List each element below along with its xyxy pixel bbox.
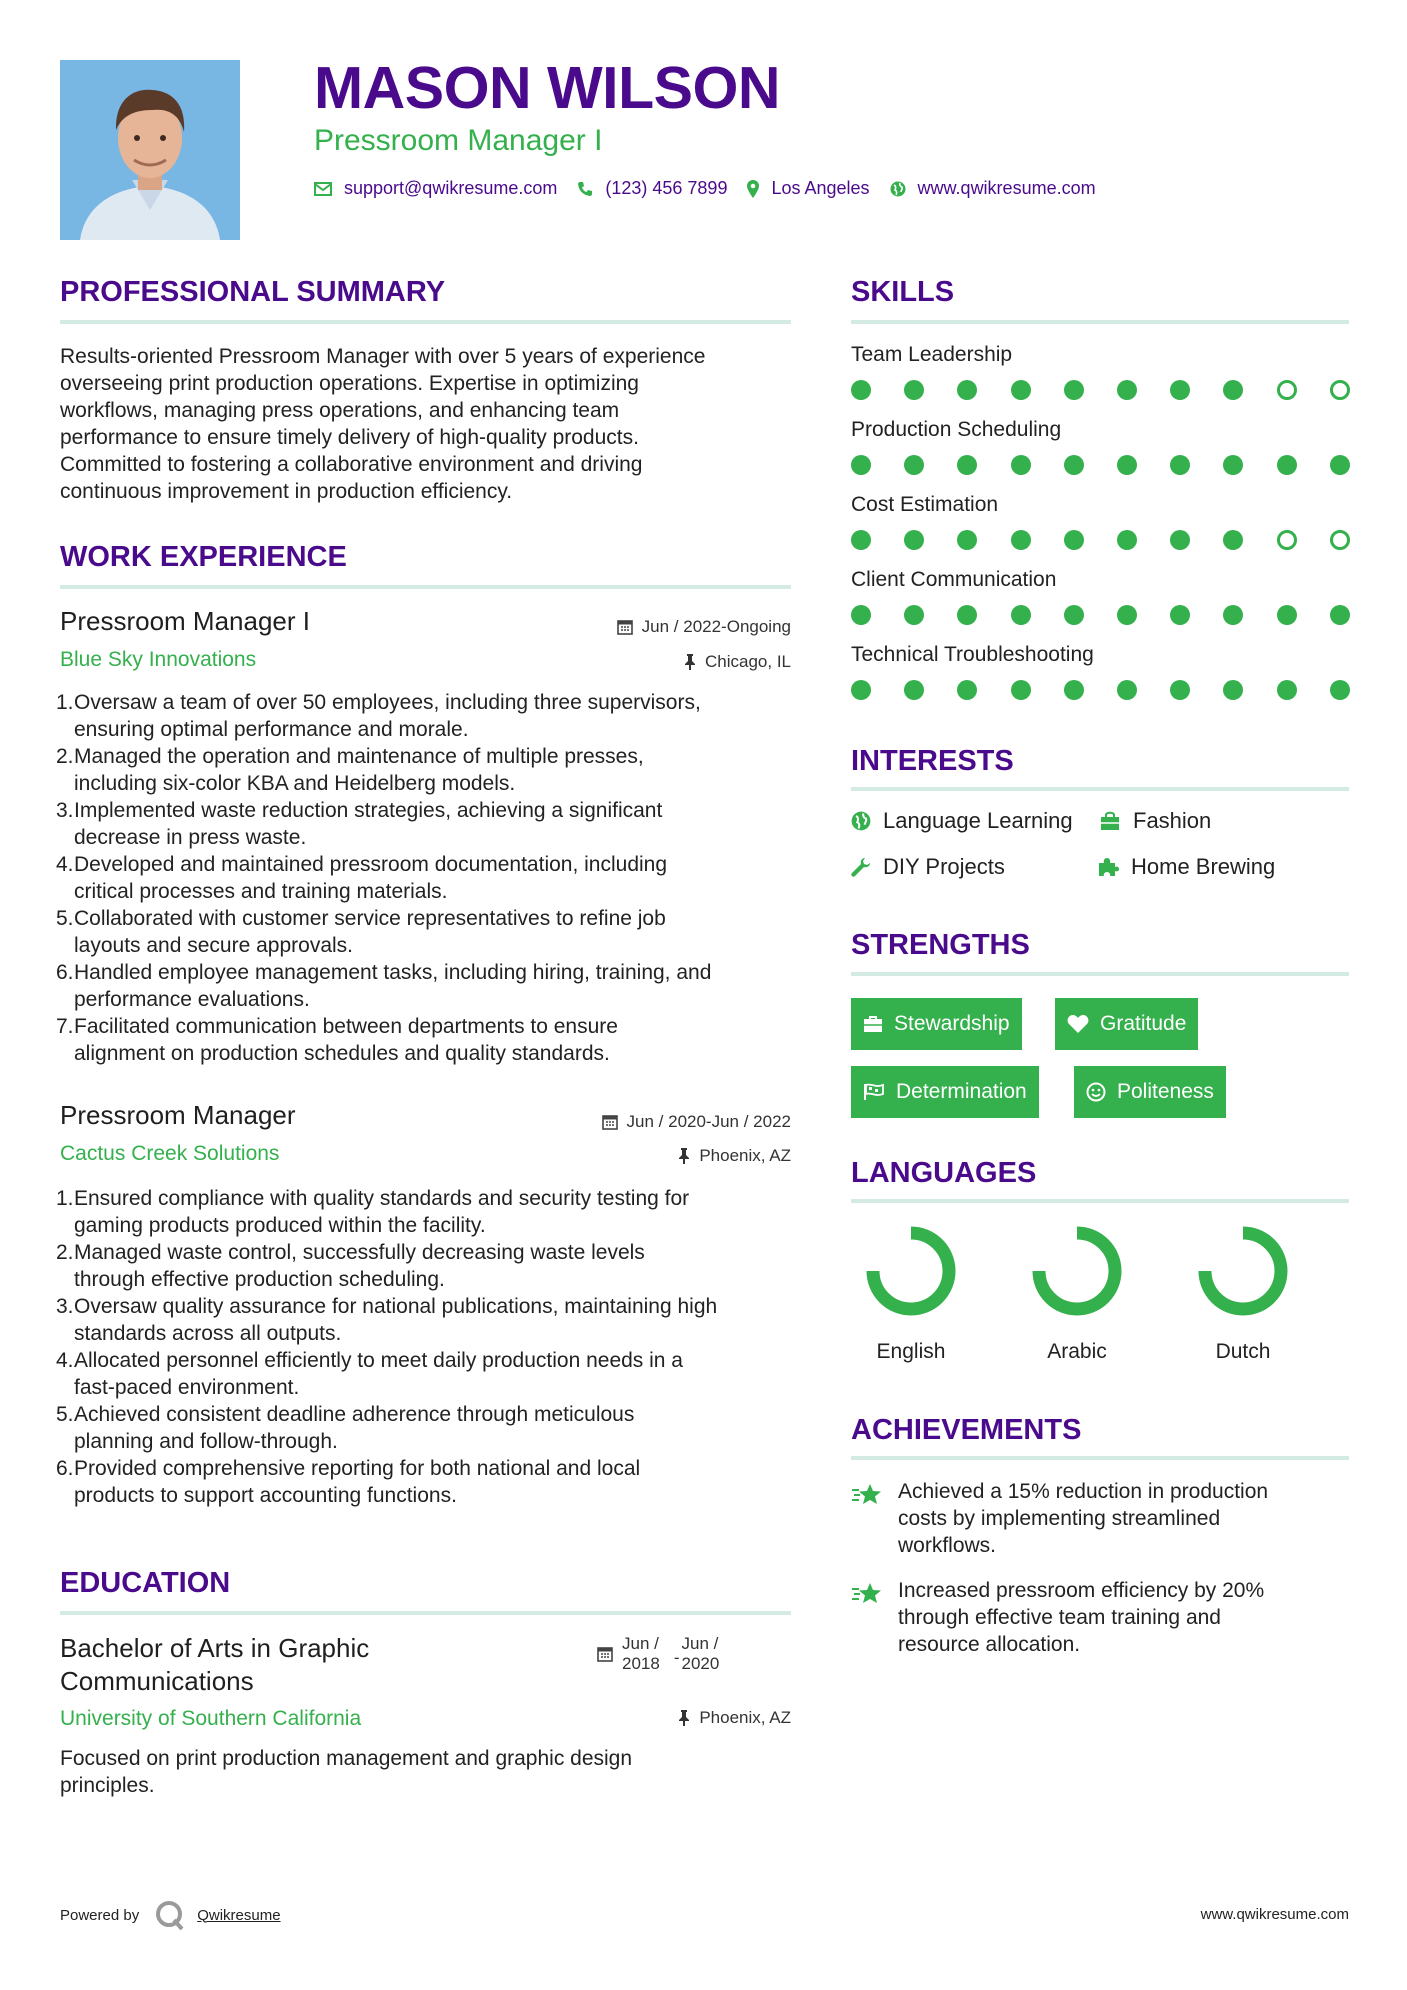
achievements-heading: ACHIEVEMENTS — [851, 1414, 1082, 1446]
date-dash: - — [673, 1648, 680, 1667]
skill-name: Client Communication — [851, 568, 1057, 591]
list-line: decrease in press waste. — [74, 826, 307, 849]
list-line: planning and follow-through. — [74, 1430, 338, 1453]
languages-divider — [851, 1199, 1349, 1203]
achievement-line: workflows. — [898, 1534, 997, 1557]
skill-dot-filled — [1117, 680, 1137, 700]
shopping-bag-icon — [1099, 811, 1121, 831]
skill-dot-filled — [1277, 605, 1297, 625]
list-number: 2. — [56, 745, 74, 768]
list-item — [56, 851, 816, 905]
language-gauge — [1012, 1226, 1142, 1316]
list-item — [56, 1239, 816, 1293]
interest-item — [1099, 808, 1211, 834]
skill-dot-empty — [1277, 530, 1297, 550]
skill-dot-filled — [1064, 530, 1084, 550]
map-pin-icon — [747, 180, 759, 198]
achievement-line: costs by implementing streamlined — [898, 1507, 1221, 1530]
list-line: Oversaw a team of over 50 employees, including three supervisors, — [74, 691, 701, 714]
achievement-line: Achieved a 15% reduction in production — [898, 1480, 1269, 1503]
achievement-text — [898, 1478, 1268, 1559]
skill-dot-filled — [1223, 680, 1243, 700]
skill-dot-filled — [1170, 605, 1190, 625]
list-line: layouts and secure approvals. — [74, 934, 353, 957]
skills-divider — [851, 320, 1349, 324]
contact-phone[interactable] — [577, 178, 727, 199]
skill-dot-filled — [904, 605, 924, 625]
interests-heading: INTERESTS — [851, 745, 1014, 777]
language-arc — [1198, 1226, 1288, 1316]
summary-line: workflows, managing press operations, and enhancing team — [60, 399, 620, 422]
language-name: Dutch — [1215, 1340, 1271, 1363]
list-line: critical processes and training materials. — [74, 880, 448, 903]
calendar-icon — [602, 1114, 618, 1130]
job-company: Cactus Creek Solutions — [60, 1142, 280, 1165]
skill-dot-filled — [1330, 605, 1350, 625]
summary-text — [60, 343, 800, 505]
list-item — [56, 1347, 816, 1401]
skill-dot-filled — [1277, 455, 1297, 475]
phone-text: (123) 456 7899 — [605, 178, 728, 198]
education-desc-line: Focused on print production management and graphic design — [60, 1747, 633, 1770]
list-item — [56, 743, 816, 797]
language-arc-fill — [1039, 1233, 1115, 1309]
achievements-divider — [851, 1456, 1349, 1460]
list-line: ensuring optimal performance and morale. — [74, 718, 469, 741]
education-heading: EDUCATION — [60, 1567, 231, 1599]
heart-icon — [1067, 1015, 1089, 1033]
list-number: 4. — [56, 853, 74, 876]
skill-dot-filled — [1170, 680, 1190, 700]
list-line: Achieved consistent deadline adherence through meticulous — [74, 1403, 635, 1426]
list-number: 2. — [56, 1241, 74, 1264]
experience-heading: WORK EXPERIENCE — [60, 541, 347, 573]
skill-dot-filled — [904, 455, 924, 475]
language-gauge — [846, 1226, 976, 1316]
list-item — [56, 1185, 816, 1239]
job-title: Pressroom Manager — [60, 1100, 296, 1130]
list-line: standards across all outputs. — [74, 1322, 342, 1345]
list-item — [56, 1013, 816, 1067]
candidate-role: Pressroom Manager I — [314, 124, 603, 157]
language-gauge — [1178, 1226, 1308, 1316]
skill-dot-filled — [1117, 455, 1137, 475]
list-line: Ensured compliance with quality standards and security testing for — [74, 1187, 690, 1210]
summary-line: overseeing print production operations. Expertise in optimizing — [60, 372, 639, 395]
skill-dot-filled — [957, 680, 977, 700]
list-line: products to support accounting functions. — [74, 1484, 457, 1507]
list-number: 4. — [56, 1349, 74, 1372]
list-line: Managed the operation and maintenance of multiple presses, — [74, 745, 644, 768]
calendar-icon — [597, 1646, 613, 1662]
star-badge-icon — [851, 1581, 885, 1607]
contact-location — [747, 178, 869, 199]
job-bullet-list — [56, 689, 816, 1067]
list-line: fast-paced environment. — [74, 1376, 300, 1399]
list-item — [56, 689, 816, 743]
language-arc-fill — [873, 1233, 949, 1309]
skill-dot-filled — [1011, 605, 1031, 625]
list-number: 1. — [56, 1187, 74, 1210]
education-description — [60, 1745, 800, 1799]
qwikresume-logo-icon — [153, 1898, 187, 1932]
strength-badge — [851, 1066, 1039, 1118]
interest-label: Home Brewing — [1131, 854, 1276, 879]
interest-label: Language Learning — [883, 808, 1073, 833]
strength-badge — [1055, 998, 1198, 1050]
strengths-divider — [851, 972, 1349, 976]
languages-heading: LANGUAGES — [851, 1157, 1037, 1189]
skill-rating — [851, 680, 1350, 700]
language-arc — [866, 1226, 956, 1316]
pushpin-icon — [678, 1710, 690, 1726]
summary-heading: PROFESSIONAL SUMMARY — [60, 276, 446, 308]
achievement-item — [851, 1478, 1351, 1559]
list-line: including six-color KBA and Heidelberg models. — [74, 772, 516, 795]
strength-badge — [851, 998, 1022, 1050]
achievement-text — [898, 1577, 1264, 1658]
list-line: Oversaw quality assurance for national publications, maintaining high — [74, 1295, 718, 1318]
qwikresume-link[interactable]: Qwikresume — [197, 1906, 281, 1924]
skill-rating — [851, 455, 1350, 475]
strength-label: Politeness — [1117, 1080, 1214, 1103]
list-line: Allocated personnel efficiently to meet daily production needs in a — [74, 1349, 683, 1372]
list-line: Managed waste control, successfully decreasing waste levels — [74, 1241, 645, 1264]
summary-line: Committed to fostering a collaborative environment and driving — [60, 453, 643, 476]
skill-dot-filled — [1064, 680, 1084, 700]
interest-item — [1097, 854, 1275, 880]
strength-badge — [1074, 1066, 1226, 1118]
profile-photo — [60, 60, 240, 240]
interest-label: Fashion — [1133, 808, 1212, 833]
list-number: 5. — [56, 907, 74, 930]
skill-dot-filled — [904, 680, 924, 700]
skill-dot-filled — [1330, 680, 1350, 700]
footer-powered-by — [60, 1898, 281, 1932]
skill-dot-filled — [1011, 680, 1031, 700]
skill-dot-filled — [1064, 455, 1084, 475]
job-dates — [617, 617, 791, 637]
skill-name: Production Scheduling — [851, 418, 1062, 441]
job-location-text: Phoenix, AZ — [699, 1146, 791, 1165]
skill-name: Cost Estimation — [851, 493, 999, 516]
strength-label: Gratitude — [1100, 1012, 1187, 1035]
start-year: 2018 — [622, 1654, 660, 1673]
portrait-image — [60, 60, 240, 240]
experience-divider — [60, 585, 791, 589]
list-line: through effective production scheduling. — [74, 1268, 445, 1291]
skill-dot-filled — [851, 380, 871, 400]
contact-email[interactable] — [314, 178, 557, 199]
calendar-icon — [617, 619, 633, 635]
job-dates — [602, 1112, 791, 1132]
end-year: 2020 — [681, 1654, 720, 1673]
list-item — [56, 959, 816, 1013]
wrench-icon — [851, 857, 871, 877]
list-item — [56, 1455, 816, 1509]
flag-icon — [863, 1083, 885, 1101]
email-text: support@qwikresume.com — [344, 178, 558, 198]
job-dates-text: Jun / 2020-Jun / 2022 — [626, 1112, 791, 1131]
achievement-line: through effective team training and — [898, 1606, 1221, 1629]
skill-dot-filled — [1011, 455, 1031, 475]
list-line: alignment on production schedules and quality standards. — [74, 1042, 610, 1065]
list-item — [56, 1293, 816, 1347]
list-line: Handled employee management tasks, including hiring, training, and — [74, 961, 712, 984]
footer-url[interactable]: www.qwikresume.com — [1200, 1906, 1349, 1923]
education-location — [678, 1708, 791, 1728]
puzzle-icon — [1097, 857, 1119, 877]
list-line: gaming products produced within the facility. — [74, 1214, 486, 1237]
skill-dot-filled — [1223, 455, 1243, 475]
skills-heading: SKILLS — [851, 276, 955, 308]
skill-dot-filled — [1223, 380, 1243, 400]
summary-divider — [60, 320, 791, 324]
education-divider — [60, 1611, 791, 1615]
job-location — [678, 1146, 791, 1166]
education-dates — [597, 1634, 719, 1674]
skill-dot-filled — [957, 380, 977, 400]
summary-line: continuous improvement in production efficiency. — [60, 480, 513, 503]
skill-dot-filled — [851, 455, 871, 475]
list-line: Implemented waste reduction strategies, achieving a significant — [74, 799, 663, 822]
interest-label: DIY Projects — [883, 854, 1005, 879]
language-name: English — [876, 1340, 946, 1363]
contact-website[interactable] — [890, 178, 1096, 199]
school-name: University of Southern California — [60, 1707, 362, 1730]
skill-dot-filled — [851, 680, 871, 700]
skill-dot-filled — [1011, 530, 1031, 550]
education-location-text: Phoenix, AZ — [699, 1708, 791, 1727]
job-dates-text: Jun / 2022-Ongoing — [641, 617, 791, 636]
job-title: Pressroom Manager I — [60, 606, 310, 636]
list-line: Provided comprehensive reporting for both national and local — [74, 1457, 641, 1480]
skill-dot-filled — [1223, 605, 1243, 625]
start-month: Jun / — [622, 1634, 659, 1653]
job-bullet-list — [56, 1185, 816, 1509]
globe-icon — [890, 181, 906, 197]
list-number: 3. — [56, 1295, 74, 1318]
degree-line: Bachelor of Arts in Graphic — [60, 1633, 370, 1663]
pushpin-icon — [684, 654, 696, 670]
skill-name: Team Leadership — [851, 343, 1013, 366]
skill-dot-filled — [1330, 455, 1350, 475]
skill-dot-empty — [1330, 380, 1350, 400]
skill-dot-filled — [1223, 530, 1243, 550]
pushpin-icon — [678, 1148, 690, 1164]
strength-label: Determination — [896, 1080, 1027, 1103]
language-name: Arabic — [1047, 1340, 1107, 1363]
language-arc-fill — [1205, 1233, 1281, 1309]
achievement-item — [851, 1577, 1351, 1658]
skill-dot-empty — [1277, 380, 1297, 400]
interests-divider — [851, 787, 1349, 791]
skill-dot-filled — [904, 380, 924, 400]
strengths-heading: STRENGTHS — [851, 929, 1030, 961]
job-location-text: Chicago, IL — [705, 652, 791, 671]
education-desc-line: principles. — [60, 1774, 155, 1797]
candidate-name: MASON WILSON — [314, 55, 780, 121]
list-number: 5. — [56, 1403, 74, 1426]
list-item — [56, 905, 816, 959]
powered-by-text: Powered by — [60, 1906, 140, 1924]
skill-dot-filled — [957, 455, 977, 475]
skill-dot-filled — [851, 530, 871, 550]
globe-icon — [851, 811, 871, 831]
skill-dot-filled — [1117, 380, 1137, 400]
location-text: Los Angeles — [771, 178, 870, 198]
skill-dot-filled — [1170, 530, 1190, 550]
skill-dot-filled — [1170, 380, 1190, 400]
skill-dot-filled — [957, 530, 977, 550]
list-item — [56, 797, 816, 851]
skill-dot-filled — [1011, 380, 1031, 400]
summary-line: Results-oriented Pressroom Manager with over 5 years of experience — [60, 345, 706, 368]
envelope-icon — [314, 182, 332, 196]
summary-line: performance to ensure timely delivery of high-quality products. — [60, 426, 639, 449]
contact-bar — [314, 178, 1116, 199]
list-item — [56, 1401, 816, 1455]
skill-dot-filled — [1117, 530, 1137, 550]
end-month: Jun / — [681, 1634, 719, 1653]
list-line: Facilitated communication between departments to ensure — [74, 1015, 618, 1038]
skill-rating — [851, 380, 1350, 400]
skill-dot-filled — [851, 605, 871, 625]
list-number: 1. — [56, 691, 74, 714]
skill-dot-filled — [1064, 605, 1084, 625]
skill-dot-empty — [1330, 530, 1350, 550]
end-date — [682, 1634, 720, 1674]
list-line: performance evaluations. — [74, 988, 310, 1011]
language-arc — [1032, 1226, 1122, 1316]
list-number: 6. — [56, 1457, 74, 1480]
job-company: Blue Sky Innovations — [60, 648, 257, 671]
phone-icon — [577, 181, 593, 197]
list-line: Developed and maintained pressroom documentation, including — [74, 853, 668, 876]
strength-label: Stewardship — [894, 1012, 1010, 1035]
skill-dot-filled — [1064, 380, 1084, 400]
smile-icon — [1086, 1082, 1106, 1102]
skill-name: Technical Troubleshooting — [851, 643, 1094, 666]
interest-item — [851, 854, 1005, 880]
skill-rating — [851, 605, 1350, 625]
achievement-line: resource allocation. — [898, 1633, 1081, 1656]
job-location — [684, 652, 791, 672]
degree-line: Communications — [60, 1666, 254, 1696]
start-date — [622, 1634, 660, 1674]
achievement-line: Increased pressroom efficiency by 20% — [898, 1579, 1265, 1602]
skill-dot-filled — [957, 605, 977, 625]
star-badge-icon — [851, 1482, 885, 1508]
skill-dot-filled — [1117, 605, 1137, 625]
website-text: www.qwikresume.com — [917, 178, 1096, 198]
skill-rating — [851, 530, 1350, 550]
list-number: 7. — [56, 1015, 74, 1038]
list-line: Collaborated with customer service representatives to refine job — [74, 907, 666, 930]
list-number: 3. — [56, 799, 74, 822]
briefcase-icon — [863, 1015, 883, 1033]
skill-dot-filled — [1277, 680, 1297, 700]
skill-dot-filled — [904, 530, 924, 550]
interest-item — [851, 808, 1073, 834]
list-number: 6. — [56, 961, 74, 984]
degree-title — [60, 1632, 369, 1698]
skill-dot-filled — [1170, 455, 1190, 475]
